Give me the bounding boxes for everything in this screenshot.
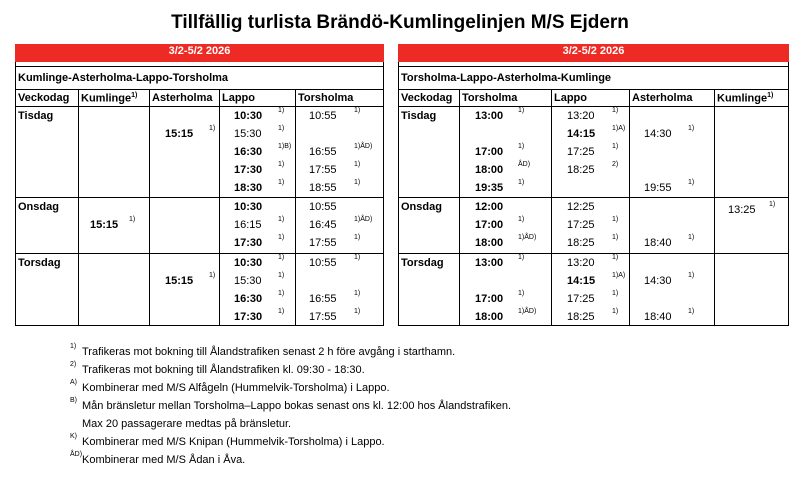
lappo-cell: 10:30 1) 15:30 1) 16:30 1)B) 17:30 1) 18:30 1) <box>220 107 296 198</box>
asterholma-cell: 15:15 1) <box>150 254 220 326</box>
col-kumlinge: Kumlinge$^{1)}$ <box>79 90 150 107</box>
col-veckodag: Veckodag <box>399 90 460 107</box>
route-heading: Kumlinge-Asterholma-Lappo-Torsholma <box>16 67 384 90</box>
col-torsholma: Torsholma <box>296 90 384 107</box>
col-veckodag: Veckodag <box>16 90 79 107</box>
lappo-cell: 13:20 1) 14:15 1)A) 17:25 1) 18:25 2) <box>552 107 630 198</box>
torsholma-cell: 13:00 1) 17:00 1) 18:00 ÅD) 19:35 1) <box>460 107 552 198</box>
timetable-kumlinge-torsholma <box>15 44 384 326</box>
asterholma-cell: 15:15 1) <box>150 107 220 198</box>
period-banner: 3/2-5/2 2026 <box>16 45 384 62</box>
period-banner: 3/2-5/2 2026 <box>399 45 789 62</box>
torsholma-cell: 12:00 17:00 1) 18:00 1)ÅD) <box>460 198 552 254</box>
asterholma-cell: 18:40 1) <box>630 198 715 254</box>
day-onsdag: Onsdag <box>16 198 79 254</box>
col-asterholma: Asterholma <box>150 90 220 107</box>
day-tisdag: Tisdag <box>16 107 79 198</box>
timetable-torsholma-kumlinge <box>398 44 789 326</box>
lappo-cell: 13:20 1) 14:15 1)A) 17:25 1) 18:25 1) <box>552 254 630 326</box>
col-torsholma: Torsholma <box>460 90 552 107</box>
torsholma-cell: 10:55 1) 16:55 1) 17:55 1) <box>296 254 384 326</box>
lappo-cell: 10:30 1) 15:30 1) 16:30 1) 17:30 1) <box>220 254 296 326</box>
col-lappo: Lappo <box>220 90 296 107</box>
page-title: Tillfällig turlista Brändö-Kumlingelinjen M/S Ejdern <box>171 12 629 33</box>
torsholma-cell: 10:55 16:45 1)ÅD) 17:55 1) <box>296 198 384 254</box>
col-lappo: Lappo <box>552 90 630 107</box>
day-tisdag: Tisdag <box>399 107 460 198</box>
col-kumlinge: Kumlinge$^{1)}$ <box>715 90 789 107</box>
torsholma-cell: 10:55 1) 16:55 1)ÅD) 17:55 1) 18:55 1) <box>296 107 384 198</box>
col-asterholma: Asterholma <box>630 90 715 107</box>
day-torsdag: Torsdag <box>399 254 460 326</box>
lappo-cell: 12:25 17:25 1) 18:25 1) <box>552 198 630 254</box>
route-heading: Torsholma-Lappo-Asterholma-Kumlinge <box>399 67 789 90</box>
torsholma-cell: 13:00 1) 17:00 1) 18:00 1)ÅD) <box>460 254 552 326</box>
asterholma-cell: 14:30 1) 19:55 1) <box>630 107 715 198</box>
lappo-cell: 10:30 16:15 1) 17:30 1) <box>220 198 296 254</box>
day-onsdag: Onsdag <box>399 198 460 254</box>
asterholma-cell: 14:30 1) 18:40 1) <box>630 254 715 326</box>
kumlinge-cell: 15:15 1) <box>79 198 150 254</box>
kumlinge-cell: 13:25 1) <box>715 198 789 254</box>
day-torsdag: Torsdag <box>16 254 79 326</box>
